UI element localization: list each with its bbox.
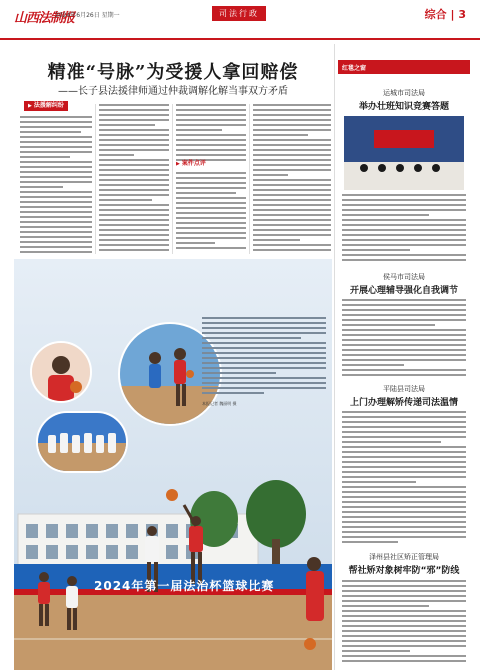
feature-photo-section <box>14 259 332 670</box>
article-subtitle: ——长子县法援律师通过仲裁调解化解当事双方矛盾 <box>58 86 288 97</box>
event-banner: 2024年第一届法治杯篮球比赛 <box>94 579 275 593</box>
article-text-column <box>176 104 246 162</box>
article-text <box>342 299 466 381</box>
newspaper-logo: 山西法制报 <box>14 11 75 26</box>
feature-text-lines <box>202 317 326 397</box>
article-unit: 平陆县司法局 <box>383 385 425 393</box>
article-text <box>342 411 466 549</box>
column-divider <box>249 104 250 254</box>
feature-text <box>202 317 326 397</box>
right-column-header <box>338 60 470 74</box>
right-column <box>338 44 470 670</box>
page-number: 综合 | 3 <box>424 8 466 21</box>
article-title[interactable]: 举办壮班知识竞赛答题 <box>358 102 449 112</box>
masthead <box>0 0 480 40</box>
column-divider <box>95 104 96 254</box>
article-text-column <box>176 172 246 254</box>
column-divider <box>334 44 335 670</box>
right-column-label: 红毯之窗 <box>342 65 367 72</box>
article-text-column <box>253 104 331 254</box>
article-title[interactable]: 帮社矫对象树牢防“邪”防线 <box>348 566 460 576</box>
article-text <box>342 580 466 666</box>
article-text-column <box>99 104 169 254</box>
photo-caption: 本报记者 魏丽明 摄 <box>202 401 237 406</box>
issue-date: 2024年6月26日 星期一 <box>55 12 120 19</box>
article-text-column <box>20 116 92 254</box>
section-tab[interactable]: 司法行政 <box>212 6 266 21</box>
article-unit: 运城市司法局 <box>383 89 425 97</box>
article-unit: 泽州县社区矫正管理局 <box>369 553 439 561</box>
article-title[interactable]: 开展心理辅导强化自我调节 <box>349 286 458 296</box>
inset-photo-player[interactable] <box>30 341 92 403</box>
article-title[interactable]: 上门办理解矫传递司法温情 <box>349 398 458 408</box>
article-unit: 侯马市司法局 <box>383 273 425 281</box>
page-title[interactable]: 精准“号脉”为受援人拿回赔偿 <box>47 62 299 83</box>
review-label: ▶ 案件点评 <box>176 159 206 169</box>
column-label: ▶ 法援解纠纷 <box>24 101 68 111</box>
article-text <box>342 194 466 266</box>
article-photo[interactable] <box>344 116 464 190</box>
column-divider <box>172 104 173 254</box>
inset-photo-team[interactable] <box>36 411 128 473</box>
